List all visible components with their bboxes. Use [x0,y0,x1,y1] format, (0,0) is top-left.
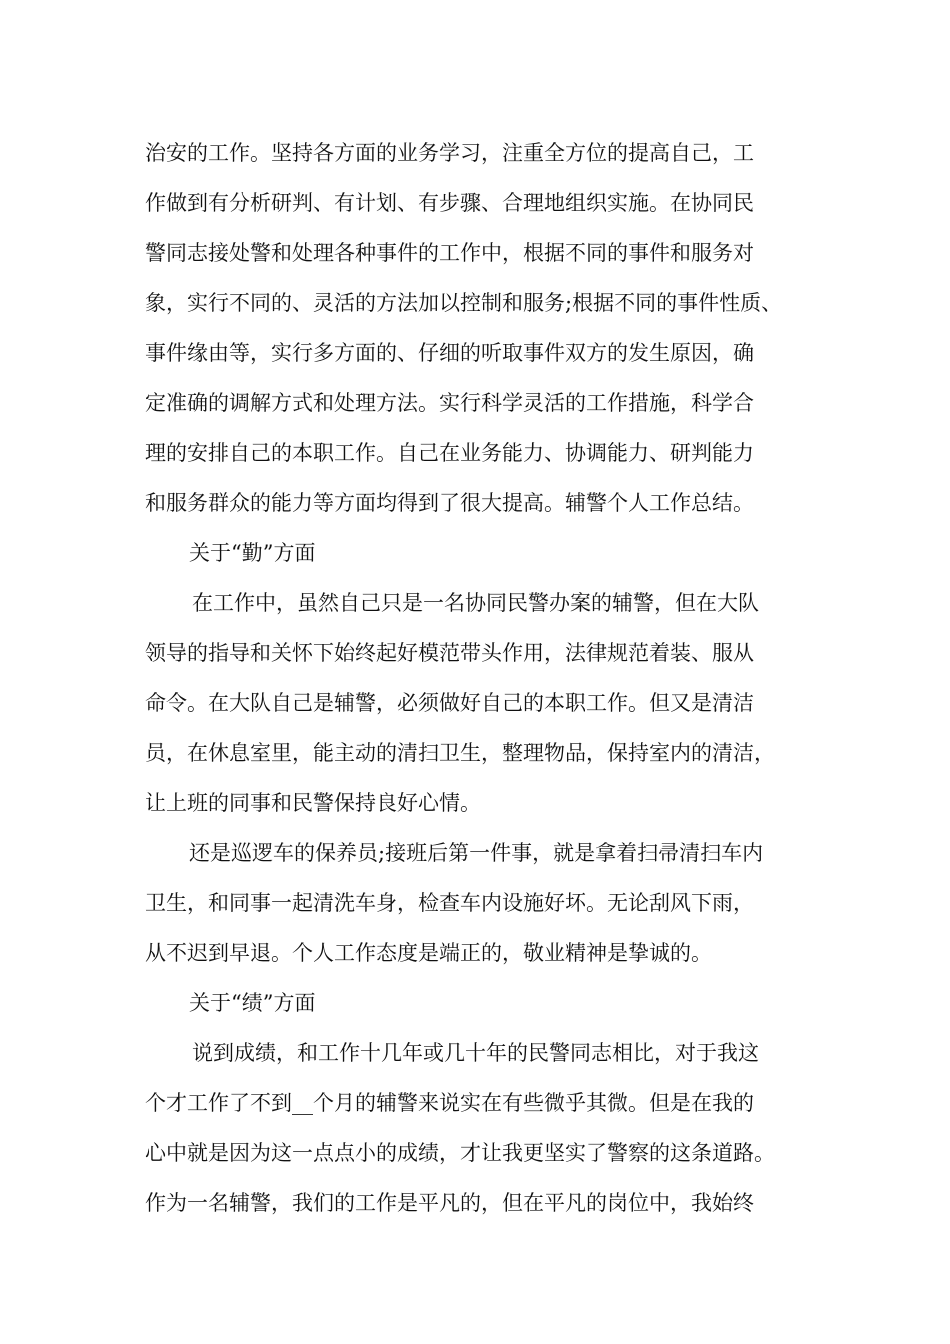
text-line: 作为一名辅警，我们的工作是平凡的，但在平凡的岗位中，我始终 [145,1191,754,1215]
text-line: 理的安排自己的本职工作。自己在业务能力、协调能力、研判能力 [145,441,754,465]
text-line: 象，实行不同的、灵活的方法加以控制和服务;根据不同的事件性质、 [145,291,783,315]
text-line: 员，在休息室里，能主动的清扫卫生，整理物品，保持室内的清洁， [145,741,775,765]
text-line: 心中就是因为这一点点小的成绩，才让我更坚实了警察的这条道路。 [145,1141,775,1165]
text-line: 命令。在大队自己是辅警，必须做好自己的本职工作。但又是清洁 [145,691,754,715]
text-line: 从不迟到早退。个人工作态度是端正的，敬业精神是挚诚的。 [145,941,712,965]
text-line: 在工作中，虽然自己只是一名协同民警办案的辅警，但在大队 [192,591,759,615]
text-line: 事件缘由等，实行多方面的、仔细的听取事件双方的发生原因，确 [145,341,754,365]
text-line: 卫生，和同事一起清洗车身，检查车内设施好坏。无论刮风下雨， [145,891,754,915]
text-line: 说到成绩，和工作十几年或几十年的民警同志相比，对于我这 [192,1041,759,1065]
text-line: 个才工作了不到__个月的辅警来说实在有些微乎其微。但是在我的 [145,1091,754,1115]
text-line: 定准确的调解方式和处理方法。实行科学灵活的工作措施，科学合 [145,391,754,415]
text-line: 领导的指导和关怀下始终起好模范带头作用，法律规范着装、服从 [145,641,754,665]
section-heading-ji: 关于“绩”方面 [189,991,316,1015]
text-line: 和服务群众的能力等方面均得到了很大提高。辅警个人工作总结。 [145,491,754,515]
text-line: 还是巡逻车的保养员;接班后第一件事，就是拿着扫帚清扫车内 [189,841,764,865]
document-body [145,128,825,1228]
text-line: 治安的工作。坚持各方面的业务学习，注重全方位的提高自己，工 [145,141,754,165]
text-line: 作做到有分析研判、有计划、有步骤、合理地组织实施。在协同民 [145,191,754,215]
text-line: 警同志接处警和处理各种事件的工作中，根据不同的事件和服务对 [145,241,754,265]
text-line: 让上班的同事和民警保持良好心情。 [145,791,481,815]
section-heading-qin: 关于“勤”方面 [189,541,316,565]
